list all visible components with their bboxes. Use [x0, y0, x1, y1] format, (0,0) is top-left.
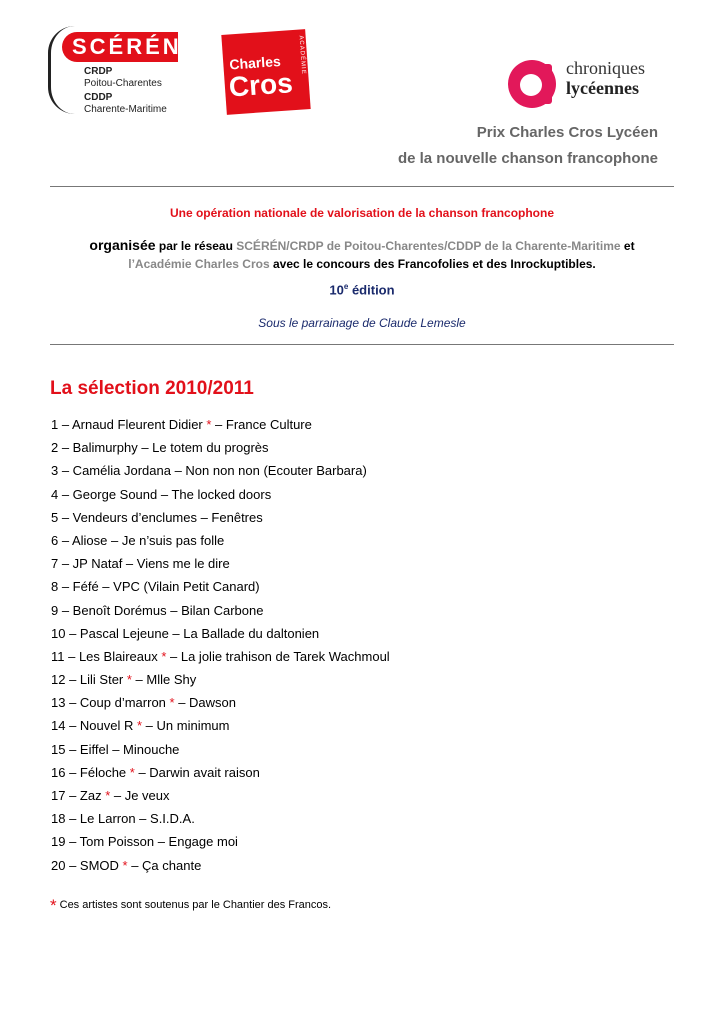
- top-divider: [50, 186, 674, 187]
- selection-item: [51, 439, 390, 462]
- selection-item: [51, 486, 390, 509]
- charles-cros-line2: Cros: [227, 67, 294, 103]
- selection-item: [51, 741, 390, 764]
- francos-star-marker: *: [161, 648, 167, 664]
- selection-item: [51, 694, 390, 717]
- patronage-line: Sous le parrainage de Claude Lemesle: [258, 316, 466, 330]
- charles-cros-academie: ACADÉMIE: [297, 35, 307, 75]
- selection-list: [51, 416, 390, 880]
- selection-item-song: – Mlle Shy: [131, 672, 197, 688]
- org-academy: l’Académie Charles Cros: [128, 257, 270, 271]
- francos-star-marker: *: [122, 857, 128, 873]
- selection-item: [51, 787, 390, 810]
- selection-item-text: 17 – Zaz: [51, 788, 106, 803]
- selection-item-text: 9 – Benoît Dorémus – Bilan Carbone: [51, 602, 264, 618]
- sceren-wordmark: SCÉRÉN: [62, 32, 178, 62]
- charles-cros-line1: Charles: [228, 52, 282, 73]
- francos-star-marker: *: [126, 672, 132, 688]
- sceren-dept: Charente-Maritime: [84, 104, 167, 115]
- selection-item: [51, 555, 390, 578]
- selection-item: [51, 416, 390, 439]
- selection-item: [51, 509, 390, 532]
- org-word: organisée: [89, 237, 156, 253]
- footnote: [50, 896, 331, 916]
- chroniques-line2: lycéennes: [566, 78, 639, 98]
- selection-item-text: 7 – JP Nataf – Viens me le dire: [51, 556, 230, 572]
- selection-item-text: 5 – Vendeurs d’enclumes – Fenêtres: [51, 509, 263, 525]
- edition-line: [50, 282, 674, 297]
- edition-word: édition: [348, 282, 395, 298]
- selection-item-song: – Ça chante: [127, 857, 202, 873]
- francos-star-marker: *: [169, 695, 175, 711]
- footnote-star: *: [50, 896, 57, 915]
- selection-item: [51, 602, 390, 625]
- sceren-logo: [48, 22, 182, 116]
- selection-item-text: 1 – Arnaud Fleurent Didier: [51, 417, 207, 432]
- selection-item: [51, 532, 390, 555]
- selection-item-text: 6 – Aliose – Je n’suis pas folle: [51, 532, 225, 548]
- org-by: par le réseau: [155, 239, 237, 253]
- org-and: et: [620, 239, 635, 253]
- selection-item-text: 13 – Coup d’marron: [51, 695, 170, 711]
- selection-item-text: 2 – Balimurphy – Le totem du progrès: [51, 440, 269, 456]
- chroniques-line1: chroniques: [566, 58, 645, 78]
- selection-item: [51, 671, 390, 694]
- selection-item-text: 15 – Eiffel – Minouche: [51, 741, 180, 757]
- selection-title: La sélection 2010/2011: [50, 378, 254, 399]
- selection-item-text: 10 – Pascal Lejeune – La Ballade du daltonien: [51, 625, 320, 641]
- selection-item-text: 11 – Les Blaireaux: [51, 648, 162, 664]
- sceren-cddp: CDDP: [84, 92, 113, 103]
- prize-title-line2: de la nouvelle chanson francophone: [397, 150, 658, 167]
- org-network: SCÉRÉN/CRDP de Poitou-Charentes/CDDP de la Charente-Maritime: [236, 239, 621, 253]
- selection-item: [51, 648, 390, 671]
- selection-item: [51, 833, 390, 856]
- selection-item-text: 3 – Camélia Jordana – Non non non (Ecouter Barbara): [51, 463, 367, 479]
- footnote-text: Ces artistes sont soutenus par le Chantier des Francos.: [59, 899, 332, 911]
- francos-star-marker: *: [206, 417, 212, 432]
- selection-item-text: 12 – Lili Ster: [51, 672, 127, 688]
- selection-item-text: 8 – Féfé – VPC (Vilain Petit Canard): [51, 579, 260, 595]
- selection-item-text: 20 – SMOD: [51, 857, 123, 873]
- sceren-region: Poitou-Charentes: [84, 78, 162, 89]
- selection-item: [51, 717, 390, 740]
- selection-item-text: 18 – Le Larron – S.I.D.A.: [51, 811, 195, 827]
- selection-item-song: – France Culture: [211, 417, 312, 432]
- chroniques-lyceennes-logo: [508, 58, 668, 110]
- organisation-paragraph: [50, 236, 674, 273]
- francos-star-marker: *: [129, 764, 135, 780]
- selection-item: [51, 578, 390, 601]
- selection-item-song: – Je veux: [110, 788, 170, 803]
- selection-item: [51, 625, 390, 648]
- prize-title-line1: Prix Charles Cros Lycéen: [476, 124, 658, 141]
- selection-item-text: 16 – Féloche: [51, 764, 130, 780]
- bottom-divider: [50, 344, 674, 345]
- selection-item-song: – La jolie trahison de Tarek Wachmoul: [166, 648, 390, 664]
- sceren-crdp: CRDP: [84, 66, 113, 77]
- edition-number: 10: [329, 282, 344, 298]
- selection-item-song: – Darwin avait raison: [134, 764, 260, 780]
- operation-line: Une opération nationale de valorisation de la chanson francophone: [169, 206, 555, 220]
- selection-item: [51, 857, 390, 880]
- selection-item-text: 14 – Nouvel R: [51, 718, 137, 734]
- selection-item: [51, 462, 390, 485]
- org-rest: avec le concours des Francofolies et des Inrockuptibles.: [269, 257, 596, 271]
- selection-item-song: – Un minimum: [142, 718, 230, 734]
- selection-item-song: – Dawson: [174, 695, 236, 711]
- selection-item-text: 4 – George Sound – The locked doors: [51, 486, 272, 502]
- francos-star-marker: *: [105, 788, 111, 803]
- selection-item: [51, 810, 390, 833]
- charles-cros-logo: [221, 29, 310, 115]
- selection-item: [51, 764, 390, 787]
- selection-item-text: 19 – Tom Poisson – Engage moi: [51, 834, 238, 850]
- francos-star-marker: *: [137, 718, 143, 734]
- edition-sup: e: [343, 282, 349, 291]
